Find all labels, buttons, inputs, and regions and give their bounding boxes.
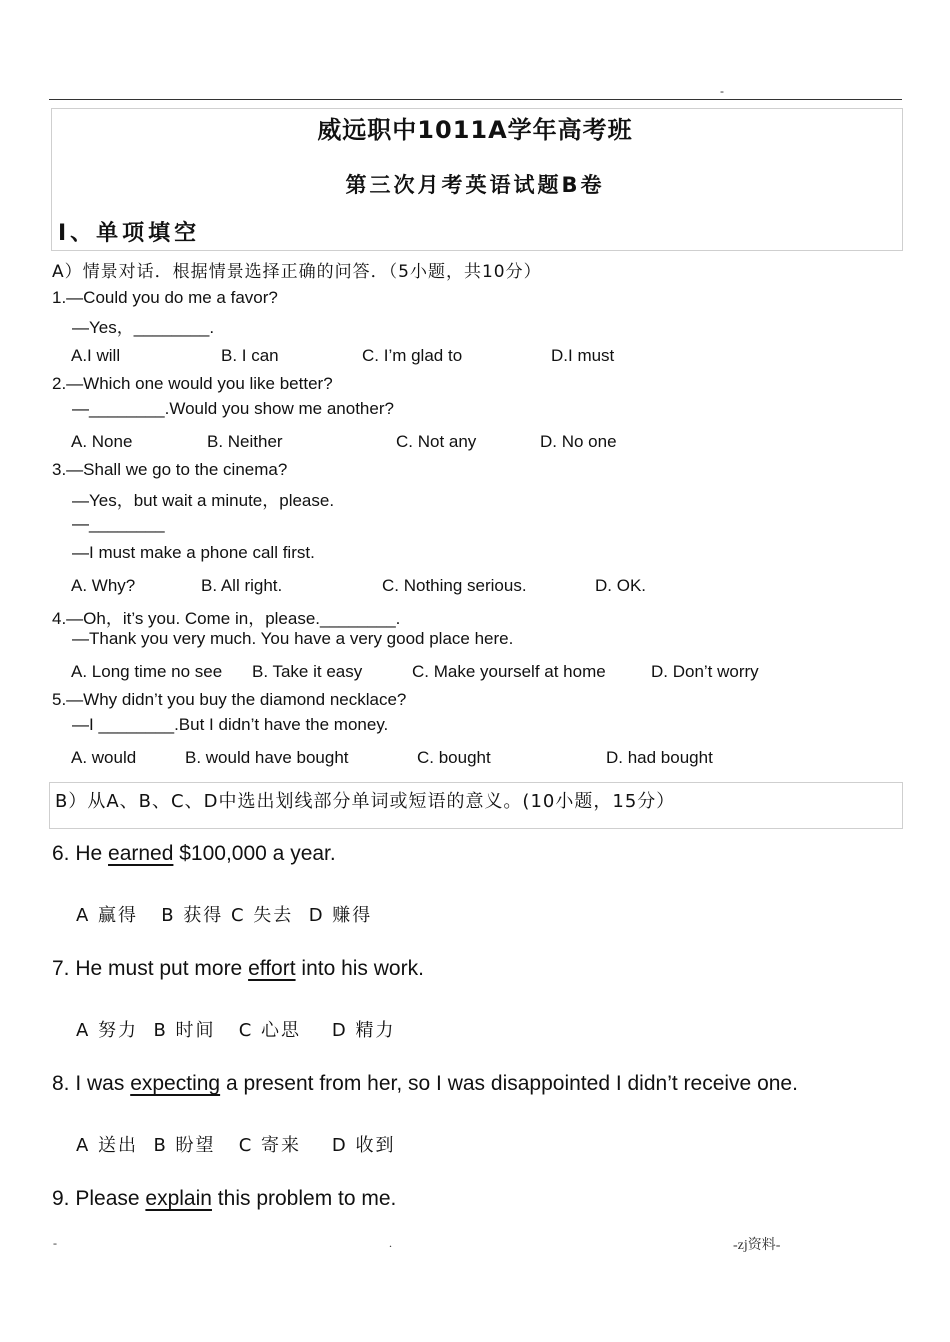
q7-underlined-word: effort: [248, 957, 296, 980]
q8-options: A 送出 B 盼望 C 寄来 D 收到: [76, 1135, 396, 1156]
partB-instruction: B）从A、B、C、D中选出划线部分单词或短语的意义。(10小题，15分）: [55, 791, 676, 812]
q4-line2: —Thank you very much. You have a very good place here.: [72, 629, 514, 648]
q5-option-a: A. would: [71, 748, 137, 767]
q5-line1: 5.—Why didn’t you buy the diamond necklace?: [52, 690, 407, 709]
exam-subtitle: 第三次月考英语试题B卷: [345, 173, 605, 197]
q3-option-d: D. OK.: [595, 576, 647, 595]
q7-sentence: 7. He must put more effort into his work.: [52, 957, 424, 980]
footer-left: -: [53, 1236, 57, 1250]
q7-options: A 努力 B 时间 C 心思 D 精力: [76, 1020, 396, 1041]
q9-sentence: 9. Please explain this problem to me.: [52, 1187, 397, 1210]
q1-option-b: B. I can: [221, 346, 279, 365]
q2-option-b: B. Neither: [207, 432, 283, 451]
q3-option-c: C. Nothing serious.: [382, 576, 527, 595]
q5-line2: —I ________.But I didn’t have the money.: [72, 715, 389, 734]
q5-option-d: D. had bought: [606, 748, 713, 767]
q3-line4: —I must make a phone call first.: [72, 543, 315, 562]
q6-options: A 赢得 B 获得 C 失去 D 赚得: [76, 905, 373, 926]
q3-option-b: B. All right.: [201, 576, 283, 595]
q5-option-b: B. would have bought: [185, 748, 349, 767]
q1-option-c: C. I’m glad to: [362, 346, 463, 365]
header-mark: -: [720, 84, 724, 98]
q4-option-a: A. Long time no see: [71, 662, 223, 681]
q1-option-d: D.I must: [551, 346, 615, 365]
footer-right: -zj资料-: [733, 1238, 781, 1253]
q3-option-a: A. Why?: [71, 576, 136, 595]
section-heading: Ⅰ、单项填空: [58, 221, 201, 246]
q8-underlined-word: expecting: [130, 1072, 221, 1095]
q3-line1: 3.—Shall we go to the cinema?: [52, 460, 288, 479]
header-rule: [49, 99, 902, 100]
q8-sentence: 8. I was expecting a present from her, so I was disappointed I didn’t receive one.: [52, 1072, 798, 1095]
q2-option-a: A. None: [71, 432, 133, 451]
q9-underlined-word: explain: [145, 1187, 212, 1210]
q4-line1: 4.—Oh，it’s you. Come in，please.________.: [52, 609, 401, 628]
q2-line1: 2.—Which one would you like better?: [52, 374, 333, 393]
q6-underlined-word: earned: [108, 842, 174, 865]
q2-option-c: C. Not any: [396, 432, 477, 451]
q1-line1: 1.—Could you do me a favor?: [52, 288, 278, 307]
q2-option-d: D. No one: [540, 432, 617, 451]
q3-line3: —________: [72, 514, 165, 533]
exam-title: 威远职中1011A学年高考班: [317, 116, 633, 144]
q6-sentence: 6. He earned $100,000 a year.: [52, 842, 336, 865]
q3-line2: —Yes，but wait a minute，please.: [72, 491, 335, 510]
q1-line2: —Yes，________.: [72, 318, 215, 337]
q4-option-b: B. Take it easy: [252, 662, 363, 681]
q4-option-c: C. Make yourself at home: [412, 662, 606, 681]
partA-instruction: A）情景对话．根据情景选择正确的问答．（5小题，共10分）: [52, 262, 542, 282]
q2-line2: —________.Would you show me another?: [72, 399, 394, 418]
q4-option-d: D. Don’t worry: [651, 662, 759, 681]
footer-center: .: [389, 1236, 392, 1250]
q1-option-a: A.I will: [71, 346, 121, 365]
q5-option-c: C. bought: [417, 748, 491, 767]
